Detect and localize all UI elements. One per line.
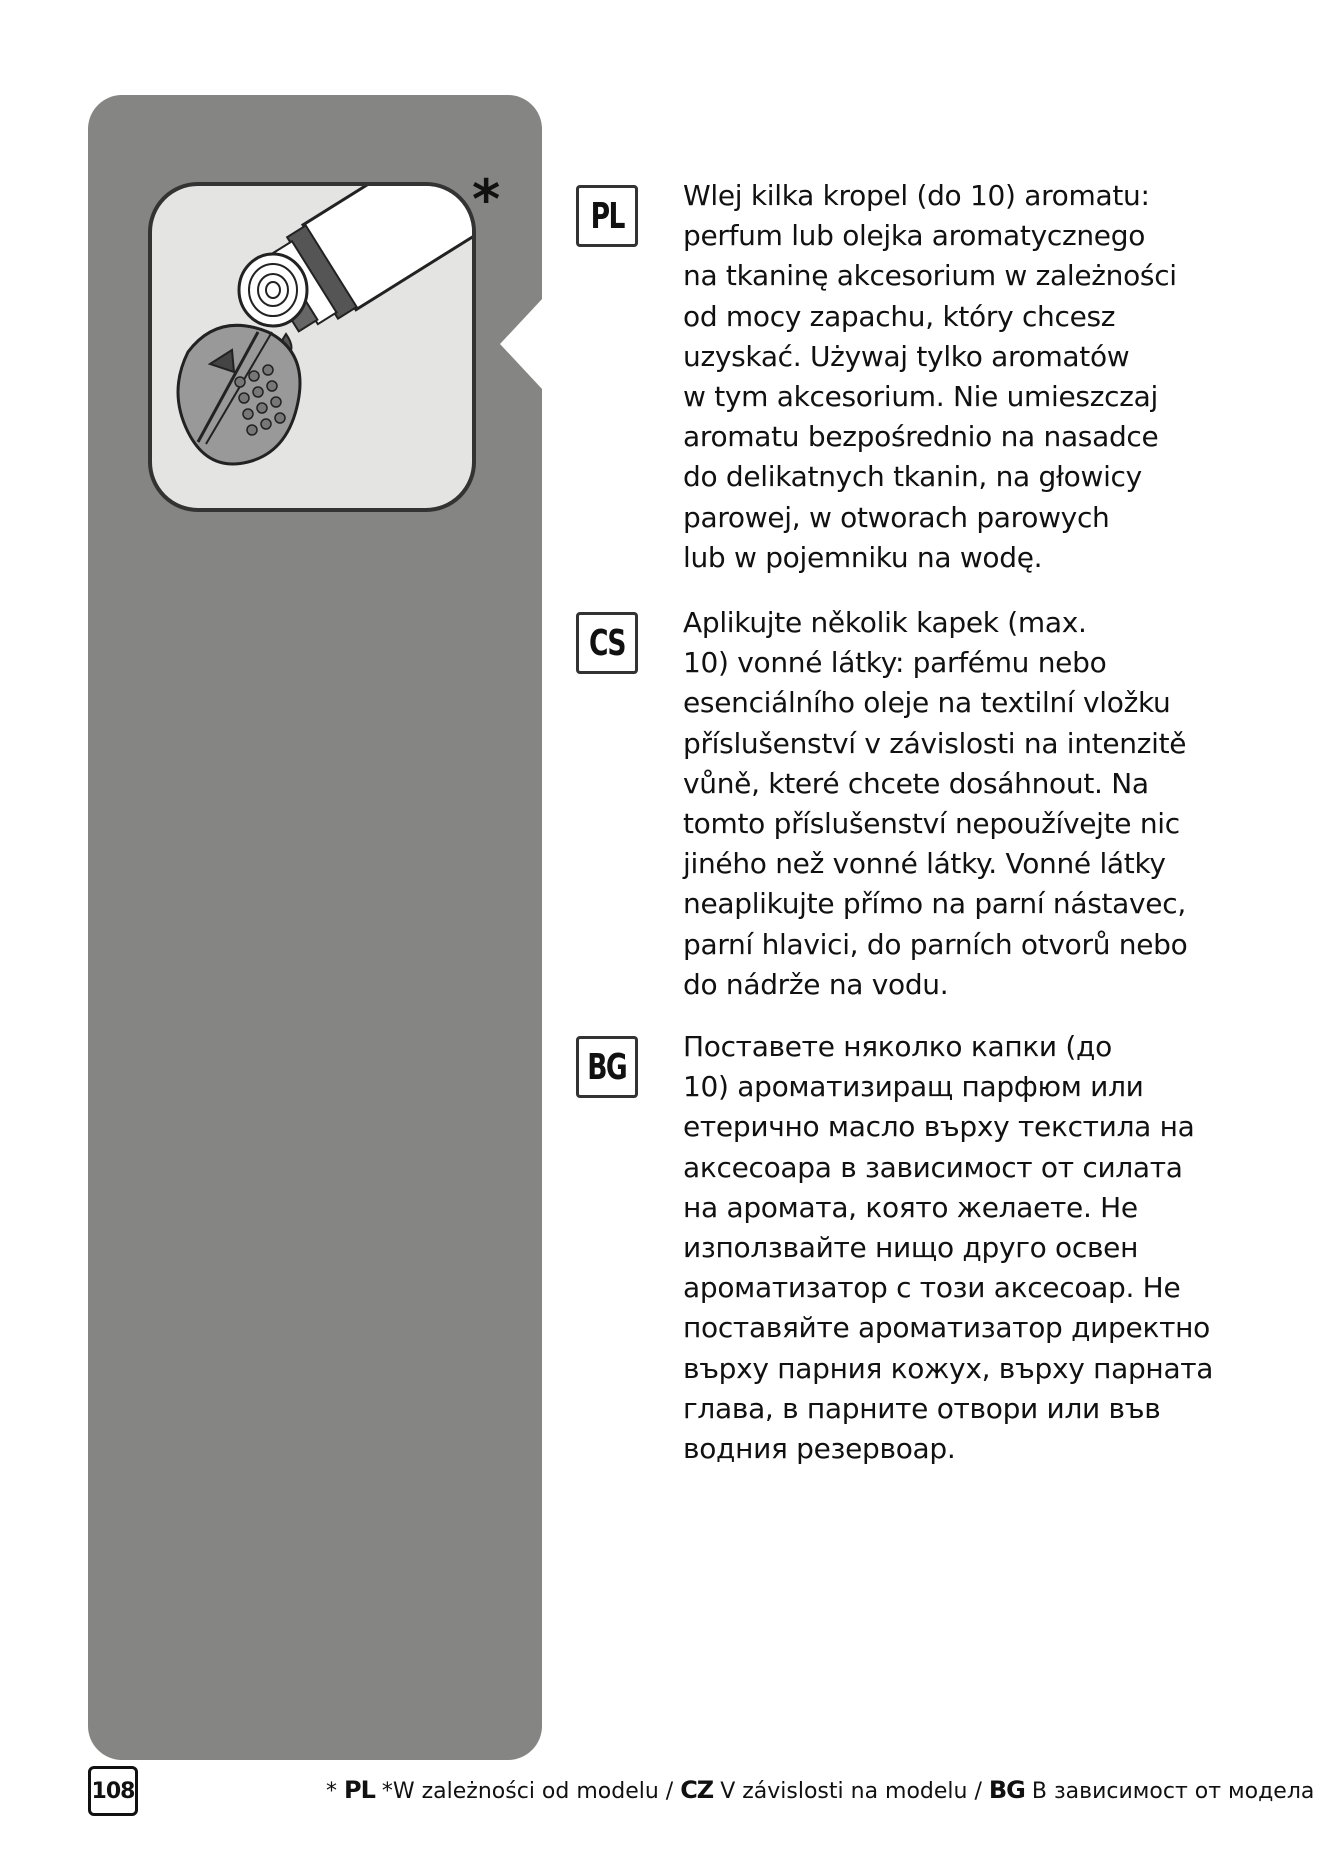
footnote-bg-text: В зависимост от модела	[1024, 1779, 1315, 1804]
footnote	[326, 1774, 1315, 1808]
lang-badge-pl: PL	[576, 185, 638, 247]
footnote-cz-text: V závislosti na modelu /	[713, 1779, 989, 1804]
sidebar-notch	[500, 298, 543, 390]
model-dependent-asterisk: *	[472, 168, 501, 231]
footnote-pl-code: PL	[344, 1776, 375, 1804]
instruction-text-bg: Поставете няколко капки (до 10) ароматизиращ парфюм или етерично масло върху текстила на аксесоара в зависимост от силата на аромата, която желаете. Не използвайте нищо друго освен ароматизатор с този аксесоар. Не поставяйте ароматизатор директно върху парния кожух, върху парната глава, в парните отвори или във водния резервоар.	[683, 1030, 1214, 1466]
footnote-pl-text: *W zależności od modelu /	[374, 1779, 681, 1804]
footnote-bg-code: BG	[988, 1776, 1025, 1804]
footnote-prefix: *	[326, 1779, 344, 1804]
lang-badge-cs: CS	[576, 612, 638, 674]
instruction-text-pl: Wlej kilka kropel (do 10) aromatu: perfum lub olejka aromatycznego na tkaninę akcesorium w zależności od mocy zapachu, który chcesz uzyskać. Używaj tylko aromatów w tym akcesorium. Nie umieszczaj aromatu bezpośrednio na nasadce do delikatnych tkanin, na głowicy parowej, w otworach parowych lub w pojemniku na wodę.	[683, 179, 1177, 574]
page-number: 108	[88, 1766, 138, 1816]
footnote-cz-code: CZ	[680, 1776, 714, 1804]
lang-badge-bg: BG	[576, 1036, 638, 1098]
perfume-bottle-drop-on-accessory-illustration	[148, 182, 476, 512]
instruction-text-cs: Aplikujte několik kapek (max. 10) vonné látky: parfému nebo esenciálního oleje na textilní vložku příslušenství v závislosti na intenzitě vůně, které chcete dosáhnout. Na tomto příslušenství nepoužívejte nic jiného než vonné látky. Vonné látky neaplikujte přímo na parní nástavec, parní hlavici, do parních otvorů nebo do nádrže na vodu.	[683, 606, 1188, 1001]
